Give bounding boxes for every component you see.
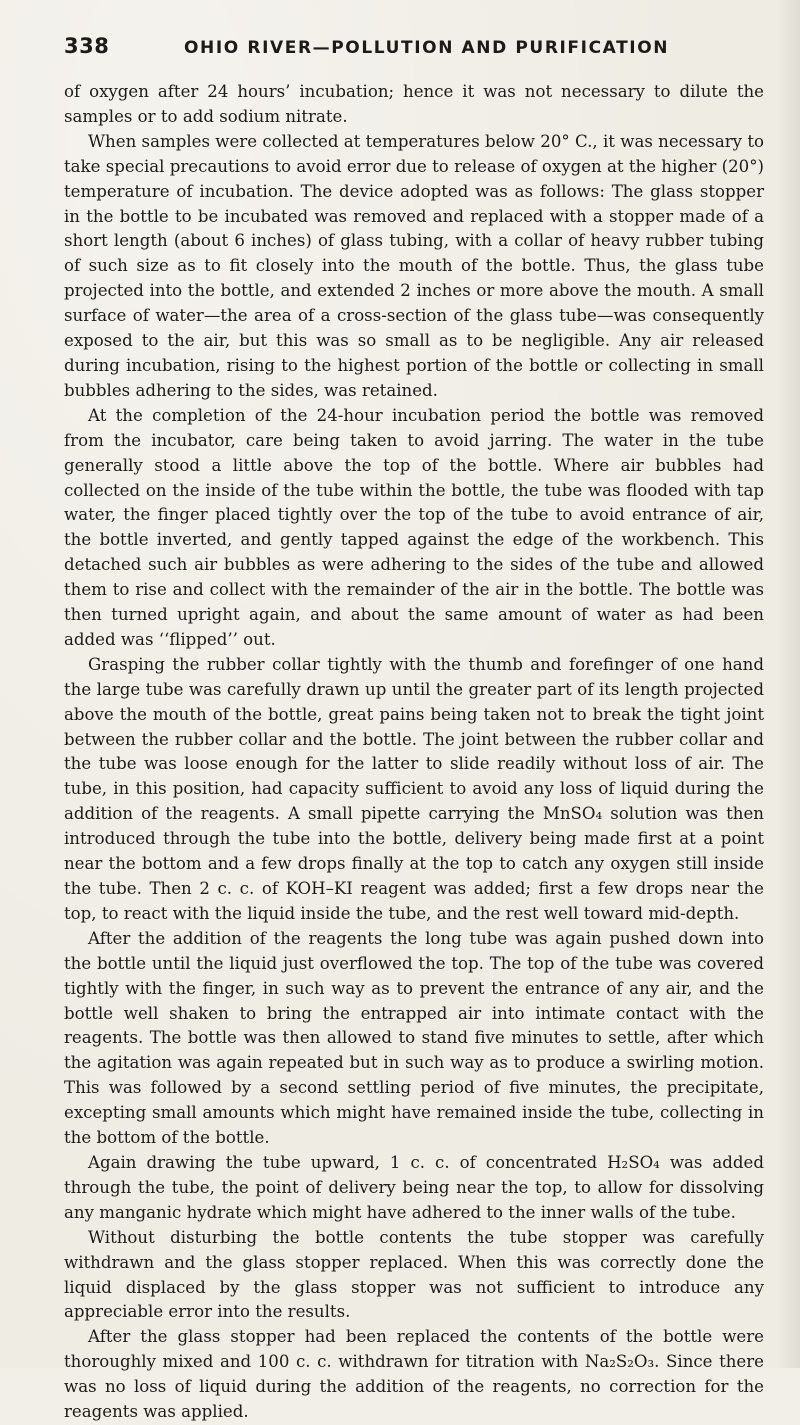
body-text (64, 80, 764, 1425)
paragraph-stopper-replacement: Without disturbing the bottle contents the tube stopper was carefully withdrawn and the glass stopper replaced. When this was correctly done the liquid displaced by the glass stopper was not sufficient to introduce any appreciable error into the results. (64, 1227, 764, 1322)
page-number: 338 (64, 34, 110, 58)
paragraph-reagent-addition: Grasping the rubber collar tightly with the thumb and forefinger of one hand the large tube was carefully drawn up until the greater part of its length projected above the mouth of the bottle, great pains being taken not to break the tight joint between the rubber collar and the bottle. The joint between the rubber collar and the tube was loose enough for the latter to slide readily without loss of air. The tube, in this position, had capacity sufficient to avoid any loss of liquid during the addition of the reagents. A small pipette carrying the MnSO₄ solution was then introduced through the tube into the bottle, delivery being made first at a point near the bottom and a few drops finally at the top to catch any oxygen still inside the tube. Then 2 c. c. of KOH–KI reagent was added; first a few drops near the top, to react with the liquid inside the tube, and the rest well toward mid-depth. (64, 654, 764, 923)
running-title: OHIO RIVER—POLLUTION AND PURIFICATION (184, 38, 670, 58)
paragraph-incubation-completion: At the completion of the 24-hour incubation period the bottle was removed from the incubator, care being taken to avoid jarring. The water in the tube generally stood a little above the top of the bottle. Where air bubbles had collected on the inside of the tube within the bottle, the tube was flooded with tap water, the finger placed tightly over the top of the tube to avoid entrance of air, the bottle inverted, and gently tapped against the edge of the workbench. This detached such air bubbles as were adhering to the sides of the tube and allowed them to rise and collect with the remainder of the air in the bottle. The bottle was then turned upright again, and about the same amount of water as had been added was ‘‘flipped’’ out. (64, 405, 764, 649)
paragraph-acid-addition: Again drawing the tube upward, 1 c. c. of concentrated H₂SO₄ was added through the tube, the point of delivery being near the top, to allow for dissolving any manganic hydrate which might have adhered to the inner walls of the tube. (64, 1152, 764, 1222)
paragraph-low-temperature-precautions: When samples were collected at temperatures below 20° C., it was necessary to take special precautions to avoid error due to release of oxygen at the higher (20°) temperature of incubation. The device adopted was as follows: The glass stopper in the bottle to be incubated was removed and replaced with a stopper made of a short length (about 6 inches) of glass tubing, with a collar of heavy rubber tubing of such size as to fit closely into the mouth of the bottle. Thus, the glass tube projected into the bottle, and extended 2 inches or more above the mouth. A small surface of water—the area of a cross-section of the glass tube—was consequently exposed to the air, but this was so small as to be negligible. Any air released during incubation, rising to the highest portion of the bottle or collecting in small bubbles adhering to the sides, was retained. (64, 131, 764, 400)
paragraph-continuation: of oxygen after 24 hours’ incubation; hence it was not necessary to dilute the samples or to add sodium nitrate. (64, 82, 764, 126)
paragraph-titration: After the glass stopper had been replaced the contents of the bottle were thoroughly mixed and 100 c. c. withdrawn for titration with Na₂S₂O₃. Since there was no loss of liquid during the addition of the reagents, no correction for the reagents was applied. (64, 1327, 764, 1422)
running-head (64, 34, 764, 64)
paragraph-agitation-settling: After the addition of the reagents the long tube was again pushed down into the bottle until the liquid just overflowed the top. The top of the tube was covered tightly with the finger, in such way as to prevent the entrance of any air, and the bottle well shaken to bring the entrapped air into intimate contact with the reagents. The bottle was then allowed to stand five minutes to settle, after which the agitation was again repeated but in such way as to produce a swirling motion. This was followed by a second settling period of five minutes, the precipitate, excepting small amounts which might have remained inside the tube, collecting in the bottom of the bottle. (64, 928, 764, 1148)
